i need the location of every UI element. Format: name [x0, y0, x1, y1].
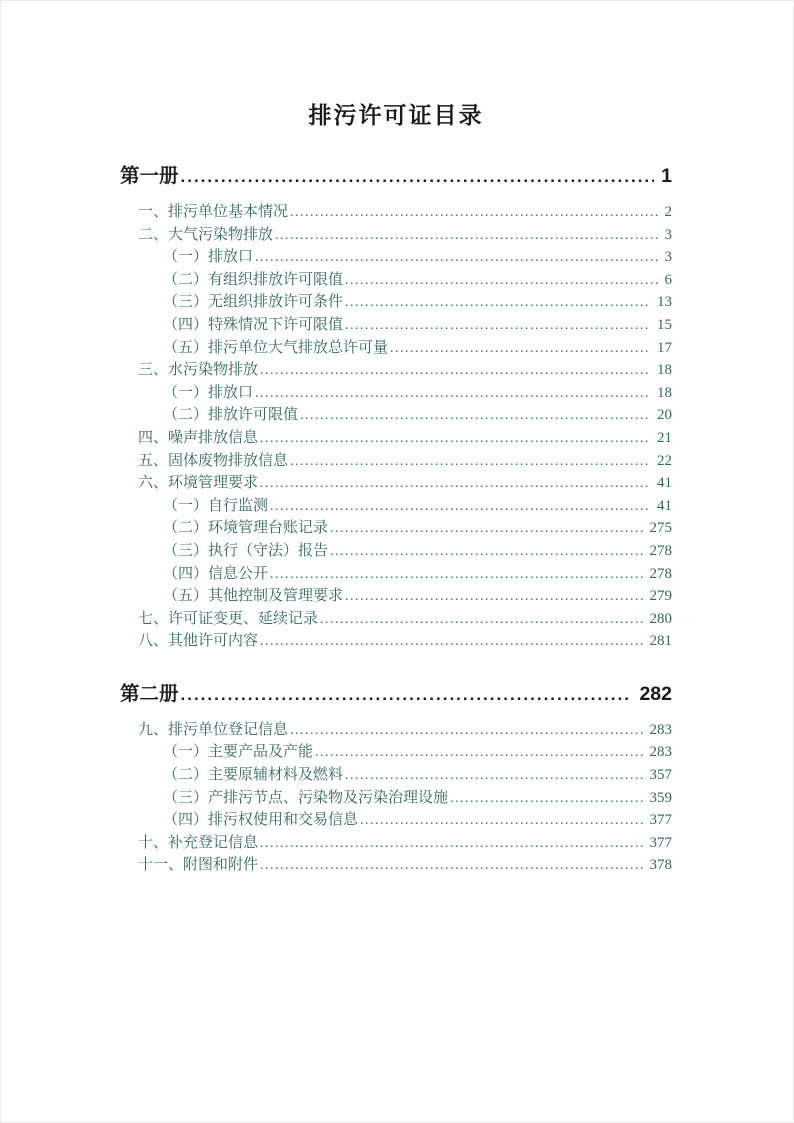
dot-leader [275, 227, 657, 244]
toc-page-number: 6 [664, 271, 672, 288]
toc-entry-text: 五、固体废物排放信息 [138, 452, 289, 469]
toc-entry[interactable] [120, 449, 672, 472]
toc-page-number: 41 [657, 475, 672, 492]
dot-leader [290, 722, 642, 739]
toc-entry[interactable] [120, 313, 672, 336]
toc-entry[interactable] [120, 808, 672, 831]
toc-entry-text: （二）主要原辅材料及燃料 [163, 767, 344, 784]
toc-entry[interactable] [120, 426, 672, 449]
dot-leader [315, 744, 642, 761]
toc-entry-text: （五）排污单位大气排放总许可量 [163, 339, 389, 356]
toc-entry[interactable] [120, 562, 672, 585]
dot-leader [260, 857, 642, 874]
toc-entry[interactable] [120, 763, 672, 786]
toc-entry[interactable] [120, 403, 672, 426]
toc-entry-text: 一、排污单位基本情况 [138, 204, 289, 220]
dot-leader [290, 453, 650, 470]
toc-entry[interactable] [120, 629, 672, 652]
toc-page-number: 378 [649, 857, 672, 874]
toc-entry-text: （一）排放口 [163, 249, 254, 266]
dot-leader [255, 385, 650, 402]
toc-entry-text: （三）执行（守法）报告 [163, 542, 329, 559]
toc-entry[interactable] [120, 607, 672, 630]
toc-page-number: 283 [649, 721, 672, 738]
toc-entry-text: （三）无组织排放许可条件 [163, 294, 344, 311]
toc-page-number: 280 [649, 610, 672, 627]
toc-entry[interactable] [120, 471, 672, 494]
dot-leader [181, 683, 633, 706]
toc-page-number: 377 [649, 812, 672, 829]
toc-entry-text: （一）自行监测 [163, 497, 269, 514]
dot-leader [360, 812, 642, 829]
toc-entry[interactable] [120, 200, 672, 223]
toc-entry[interactable] [120, 516, 672, 539]
toc-entry-text: （二）有组织排放许可限值 [163, 271, 344, 288]
toc-entry[interactable] [120, 853, 672, 876]
toc-entry[interactable] [120, 290, 672, 313]
toc-page-number: 283 [649, 744, 672, 761]
dot-leader [270, 498, 650, 515]
dot-leader [330, 543, 642, 560]
page-title: 排污许可证目录 [308, 102, 484, 128]
toc-entry-text: 十一、附图和附件 [138, 857, 259, 874]
toc-entry-text: （四）信息公开 [163, 565, 269, 582]
toc-page-number: 281 [649, 633, 672, 650]
toc-entry-text: 第二册 [120, 682, 179, 705]
dot-leader [450, 790, 642, 807]
toc-entry[interactable] [120, 336, 672, 359]
table-of-contents [120, 160, 672, 876]
toc-entry-text: （二）环境管理台账记录 [163, 520, 329, 537]
toc-page-number: 18 [657, 362, 672, 379]
toc-page-number: 13 [657, 294, 672, 311]
dot-leader [255, 249, 657, 266]
toc-entry-text: （四）排污权使用和交易信息 [163, 812, 359, 829]
toc-page-number: 18 [657, 384, 672, 401]
toc-entry[interactable] [120, 584, 672, 607]
toc-entry-text: 四、噪声排放信息 [138, 429, 259, 446]
toc-page-number: 1 [661, 165, 672, 187]
toc-entry-text: （一）排放口 [163, 384, 254, 401]
toc-page-number: 20 [657, 407, 672, 424]
toc-page-number: 41 [657, 497, 672, 514]
toc-entry[interactable] [120, 539, 672, 562]
toc-page-number: 3 [664, 249, 672, 266]
toc-page-number: 22 [657, 452, 672, 469]
dot-leader [345, 272, 657, 289]
dot-leader [345, 317, 650, 334]
dot-leader [390, 340, 650, 357]
dot-leader [300, 407, 650, 424]
toc-entry-text: 二、大气污染物排放 [138, 226, 274, 243]
dot-leader [345, 588, 642, 605]
toc-entry[interactable] [120, 268, 672, 291]
toc-entry-text: 三、水污染物排放 [138, 362, 259, 379]
toc-entry[interactable] [120, 358, 672, 381]
dot-leader [270, 566, 642, 583]
dot-leader [345, 294, 650, 311]
toc-entry-text: 九、排污单位登记信息 [138, 721, 289, 738]
dot-leader [181, 165, 655, 188]
toc-entry[interactable] [120, 494, 672, 517]
dot-leader [290, 204, 657, 221]
toc-entry-text: （二）排放许可限值 [163, 407, 299, 424]
dot-leader [330, 520, 642, 537]
toc-page-number: 278 [649, 565, 672, 582]
toc-page-number: 17 [657, 339, 672, 356]
toc-page-number: 282 [639, 682, 672, 705]
toc-page-number: 15 [657, 316, 672, 333]
toc-entry[interactable] [120, 786, 672, 809]
toc-entry-text: （四）特殊情况下许可限值 [163, 316, 344, 333]
dot-leader [320, 611, 642, 628]
toc-entry-text: 第一册 [120, 165, 179, 187]
toc-entry-text: 八、其他许可内容 [138, 633, 259, 650]
toc-book-heading[interactable] [120, 678, 672, 705]
toc-page-number: 279 [649, 588, 672, 605]
toc-entry-text: （三）产排污节点、污染物及污染治理设施 [163, 789, 449, 806]
toc-page-number: 278 [649, 542, 672, 559]
toc-entry-text: （一）主要产品及产能 [163, 744, 314, 761]
toc-page-number: 2 [664, 204, 672, 220]
toc-page-number: 21 [657, 429, 672, 446]
dot-leader [260, 430, 650, 447]
toc-page-number: 357 [649, 767, 672, 784]
toc-entry-text: 七、许可证变更、延续记录 [138, 610, 319, 627]
toc-page-number: 359 [649, 789, 672, 806]
toc-entry-text: 十、补充登记信息 [138, 834, 259, 851]
toc-entry[interactable] [120, 831, 672, 854]
toc-entry-text: （五）其他控制及管理要求 [163, 588, 344, 605]
toc-entry[interactable] [120, 223, 672, 246]
toc-entry[interactable] [120, 718, 672, 741]
toc-page-number: 3 [664, 226, 672, 243]
toc-entry-text: 六、环境管理要求 [138, 475, 259, 492]
toc-page-number: 275 [649, 520, 672, 537]
toc-entry[interactable] [120, 245, 672, 268]
dot-leader [260, 835, 642, 852]
toc-entry[interactable] [120, 740, 672, 763]
toc-book-heading[interactable] [120, 160, 672, 187]
toc-page-number: 377 [649, 834, 672, 851]
dot-leader [260, 633, 642, 650]
dot-leader [260, 362, 650, 379]
dot-leader [260, 475, 650, 492]
toc-entry[interactable] [120, 381, 672, 404]
dot-leader [345, 767, 642, 784]
